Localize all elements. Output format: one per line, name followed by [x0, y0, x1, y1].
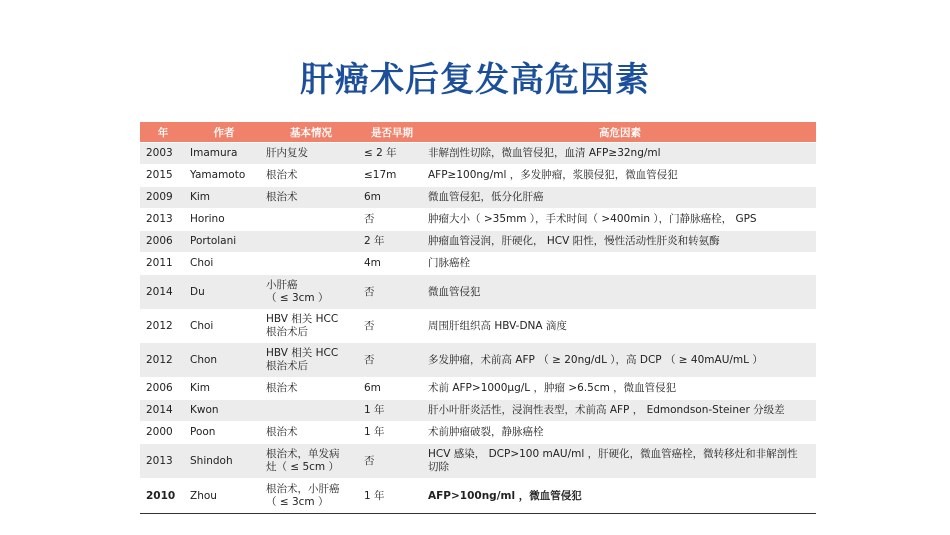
cell-author: Portolani: [186, 231, 262, 253]
cell-author: Poon: [186, 422, 262, 444]
cell-risk: 肿瘤血管浸润，肝硬化， HCV 阳性，慢性活动性肝炎和转氨酶: [424, 231, 816, 253]
header-early: 是否早期: [360, 122, 424, 143]
cell-situation: 肝内复发: [262, 143, 360, 165]
cell-situation: HBV 相关 HCC 根治术后: [262, 310, 360, 343]
cell-risk: 微血管侵犯: [424, 275, 816, 310]
cell-year: 2013: [140, 209, 186, 231]
cell-year: 2012: [140, 310, 186, 343]
cell-risk: 非解剖性切除，微血管侵犯，血清 AFP≥32ng/ml: [424, 143, 816, 165]
cell-early: 1 年: [360, 422, 424, 444]
table-row: [140, 275, 816, 310]
cell-early: ≤17m: [360, 165, 424, 187]
cell-situation: [262, 231, 360, 253]
cell-situation: 小肝癌 （ ≤ 3cm ）: [262, 275, 360, 310]
cell-risk: 门脉癌栓: [424, 253, 816, 275]
cell-author: Choi: [186, 310, 262, 343]
cell-author: Horino: [186, 209, 262, 231]
cell-early: 否: [360, 444, 424, 479]
table-row: [140, 310, 816, 343]
cell-author: Kim: [186, 378, 262, 400]
table-row: [140, 444, 816, 479]
cell-year: 2013: [140, 444, 186, 479]
table-row: [140, 253, 816, 275]
table-row: [140, 187, 816, 209]
table-row: [140, 343, 816, 378]
cell-situation: 根治术，小肝癌 （ ≤ 3cm ）: [262, 479, 360, 514]
cell-author: Shindoh: [186, 444, 262, 479]
cell-early: 4m: [360, 253, 424, 275]
cell-risk: 肝小叶肝炎活性，浸润性表型，术前高 AFP ， Edmondson-Steiner 分级差: [424, 400, 816, 422]
cell-risk: AFP>100ng/ml ，微血管侵犯: [424, 479, 816, 514]
table-body: [140, 143, 816, 514]
cell-risk: 多发肿瘤，术前高 AFP （ ≥ 20ng/dL ），高 DCP （ ≥ 40mAU/mL ）: [424, 343, 816, 378]
cell-early: 否: [360, 275, 424, 310]
cell-year: 2014: [140, 400, 186, 422]
header-author: 作者: [186, 122, 262, 143]
table-row: [140, 479, 816, 514]
cell-author: Kwon: [186, 400, 262, 422]
cell-year: 2014: [140, 275, 186, 310]
cell-risk: 术前肿瘤破裂，静脉癌栓: [424, 422, 816, 444]
cell-risk: 周围肝组织高 HBV-DNA 滴度: [424, 310, 816, 343]
cell-situation: 根治术，单发病 灶（ ≤ 5cm ）: [262, 444, 360, 479]
cell-risk: 肿瘤大小（ >35mm ），手术时间（ >400min ），门静脉癌栓， GPS: [424, 209, 816, 231]
cell-risk: AFP≥100ng/ml ，多发肿瘤，浆膜侵犯，微血管侵犯: [424, 165, 816, 187]
cell-author: Du: [186, 275, 262, 310]
cell-risk: 微血管侵犯，低分化肝癌: [424, 187, 816, 209]
table-row: [140, 165, 816, 187]
cell-situation: [262, 400, 360, 422]
table-row: [140, 378, 816, 400]
cell-author: Chon: [186, 343, 262, 378]
cell-early: 1 年: [360, 400, 424, 422]
table-row: [140, 231, 816, 253]
cell-author: Imamura: [186, 143, 262, 165]
cell-situation: [262, 253, 360, 275]
header-situation: 基本情况: [262, 122, 360, 143]
cell-author: Zhou: [186, 479, 262, 514]
cell-year: 2012: [140, 343, 186, 378]
cell-year: 2009: [140, 187, 186, 209]
table-row: [140, 143, 816, 165]
cell-situation: 根治术: [262, 422, 360, 444]
cell-author: Choi: [186, 253, 262, 275]
table-row: [140, 422, 816, 444]
risk-factor-table: [140, 122, 816, 514]
cell-early: 6m: [360, 378, 424, 400]
cell-early: 2 年: [360, 231, 424, 253]
cell-year: 2003: [140, 143, 186, 165]
cell-year: 2006: [140, 231, 186, 253]
cell-author: Yamamoto: [186, 165, 262, 187]
cell-early: 6m: [360, 187, 424, 209]
cell-situation: 根治术: [262, 378, 360, 400]
cell-risk: 术前 AFP>1000μg/L ，肿瘤 >6.5cm ，微血管侵犯: [424, 378, 816, 400]
cell-early: 否: [360, 343, 424, 378]
cell-situation: 根治术: [262, 165, 360, 187]
cell-situation: [262, 209, 360, 231]
page-title: 肝癌术后复发高危因素: [300, 60, 650, 100]
cell-early: ≤ 2 年: [360, 143, 424, 165]
cell-year: 2010: [140, 479, 186, 514]
cell-year: 2006: [140, 378, 186, 400]
cell-early: 否: [360, 310, 424, 343]
cell-situation: HBV 相关 HCC 根治术后: [262, 343, 360, 378]
table-row: [140, 209, 816, 231]
table-header-row: [140, 122, 816, 143]
header-risk: 高危因素: [424, 122, 816, 143]
cell-author: Kim: [186, 187, 262, 209]
cell-early: 1 年: [360, 479, 424, 514]
cell-year: 2000: [140, 422, 186, 444]
header-year: 年: [140, 122, 186, 143]
table-row: [140, 400, 816, 422]
cell-risk: HCV 感染， DCP>100 mAU/ml ，肝硬化，微血管癌栓，微转移灶和非解剖性 切除: [424, 444, 816, 479]
cell-year: 2011: [140, 253, 186, 275]
cell-year: 2015: [140, 165, 186, 187]
cell-early: 否: [360, 209, 424, 231]
cell-situation: 根治术: [262, 187, 360, 209]
